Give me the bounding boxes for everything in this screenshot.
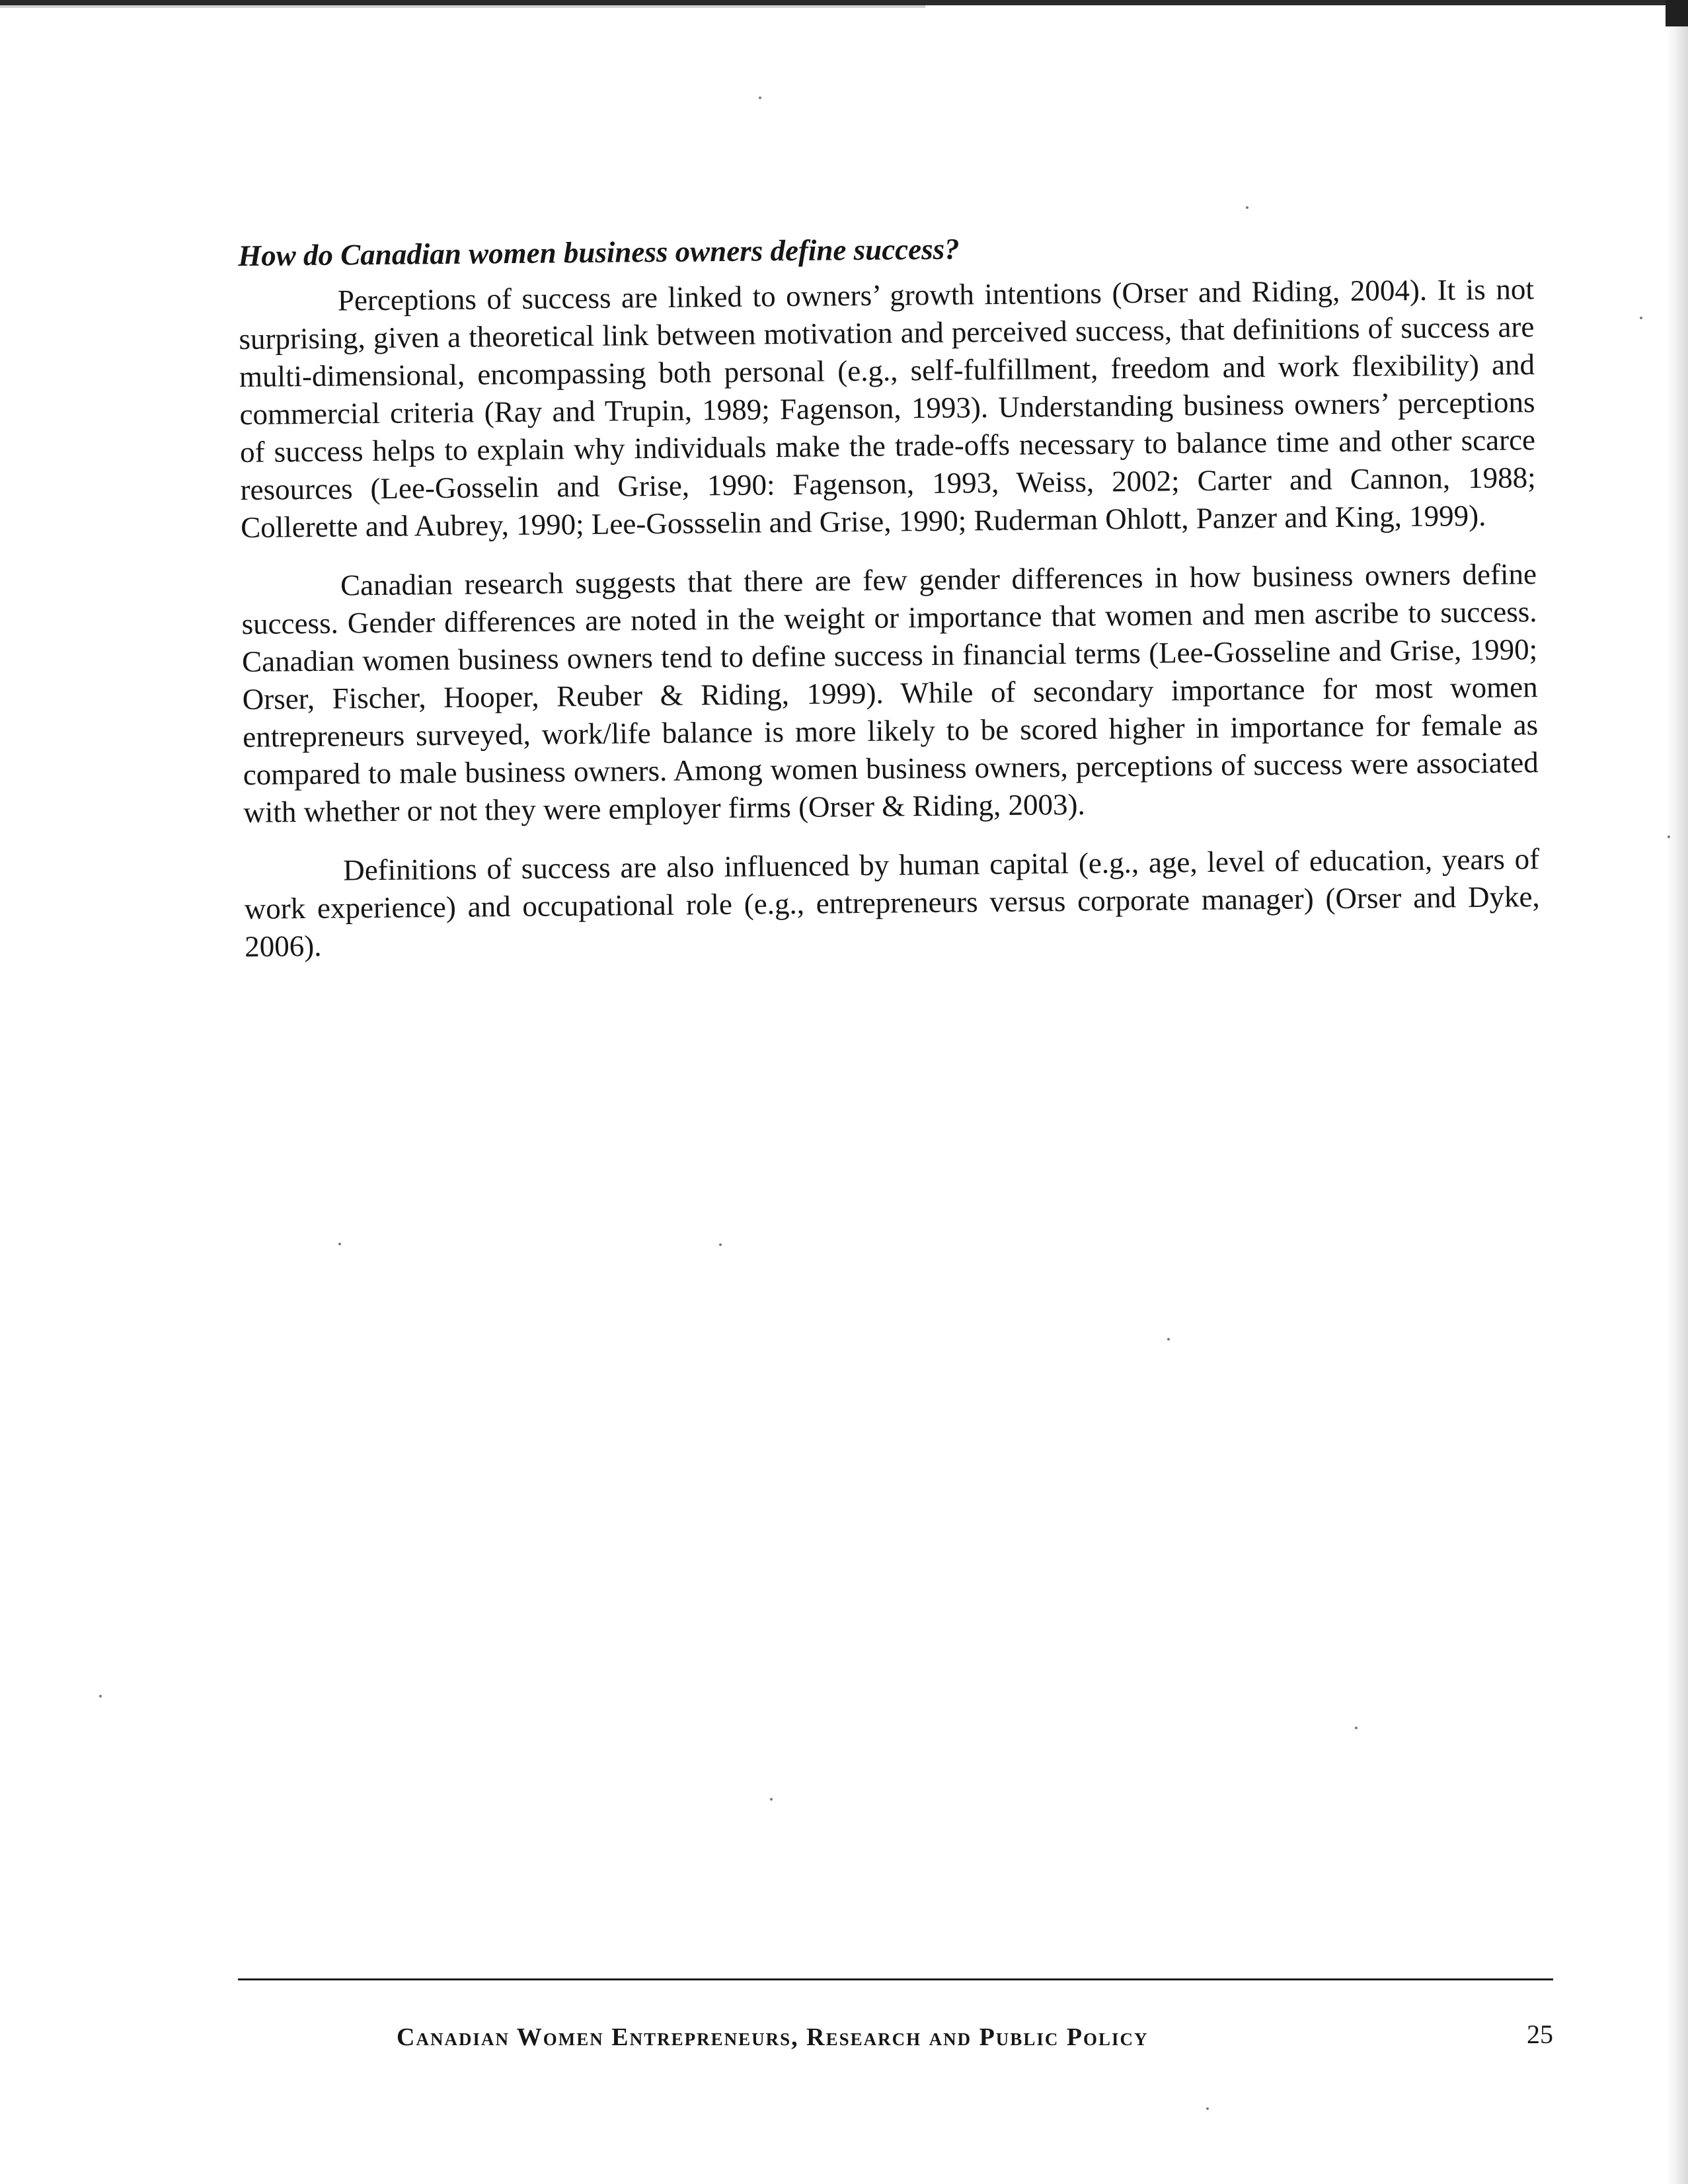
scan-right-corner	[1666, 0, 1688, 26]
scan-speck	[759, 97, 761, 99]
scan-speck	[770, 1798, 773, 1801]
scan-speck	[1206, 2107, 1209, 2110]
paragraph-2: Canadian research suggests that there are few gender differences in how business owners define success. Gender differences are noted in the weight or importance that women and men ascribe to success. Canadian women business owners tend to define success in financial terms (Lee-Gosseline and Grise, 1990; Orser, Fischer, Hooper, Reuber & Riding, 1999). While of secondary importance for most women entrepreneurs surveyed, work/life balance is more likely to be scored higher in importance for female as compared to male business owners. Among women business owners, perceptions of success were associated with whether or not they were employer firms (Orser & Riding, 2003).	[241, 557, 1539, 829]
scan-speck	[99, 1695, 102, 1697]
scan-speck	[1246, 206, 1248, 209]
scan-speck	[1668, 836, 1670, 838]
scan-top-edge	[0, 0, 1688, 5]
footer-rule	[238, 1978, 1553, 1980]
scan-speck	[338, 1243, 341, 1245]
paragraph-1: Perceptions of success are linked to owners’ growth intentions (Orser and Riding, 2004). It is not surprising, given a theoretical link between motivation and perceived success, that definitions of success are multi-dimensional, encompassing both personal (e.g., self-fulfillment, freedom and work flexibility) and commercial criteria (Ray and Trupin, 1989; Fagenson, 1993). Understanding business owners’ perceptions of success helps to explain why individuals make the trade-offs necessary to balance time and other scarce resources (Lee-Gosselin and Grise, 1990: Fagenson, 1993, Weiss, 2002; Carter and Cannon, 1988; Collerette and Aubrey, 1990; Lee-Gossselin and Grise, 1990; Ruderman Ohlott, Panzer and King, 1999).	[239, 272, 1536, 544]
footer-title: Canadian Women Entrepreneurs, Research and Public Policy	[397, 2023, 1149, 2051]
scan-speck	[1167, 1338, 1170, 1341]
scan-top-edge-fade	[0, 5, 925, 8]
paragraph-3: Definitions of success are also influenced by human capital (e.g., age, level of education, years of work experience) and occupational role (e.g., entrepreneurs versus corporate manager) (Orser and Dyke, 2006).	[244, 842, 1540, 963]
page-number: 25	[1527, 2019, 1553, 2049]
scan-right-edge	[1666, 0, 1688, 2184]
scan-speck	[719, 1243, 722, 1246]
scan-speck	[1355, 1727, 1358, 1729]
section-heading: How do Canadian women business owners define success?	[238, 232, 960, 272]
scan-speck	[1640, 317, 1642, 319]
document-body	[238, 225, 1541, 987]
